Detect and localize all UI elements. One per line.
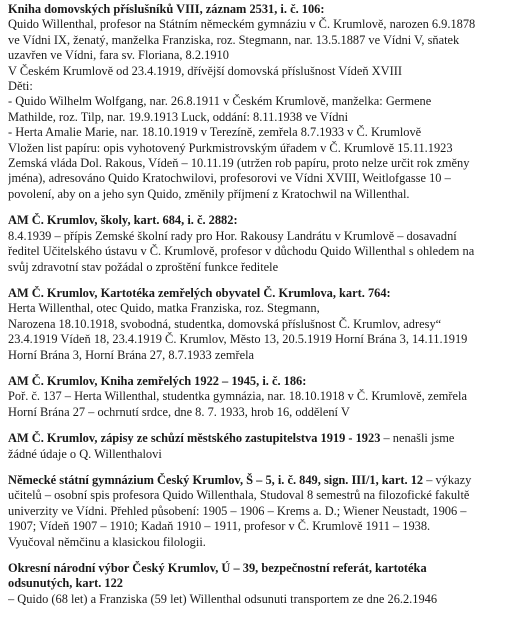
text-line: žádné údaje o Q. Willenthalovi [8, 446, 162, 461]
section-heading: AM Č. Krumlov, zápisy ze schůzí městského zastupitelstva 1919 - 1923 [8, 431, 381, 446]
section-zastupitelstvo [8, 431, 512, 462]
text-line: Mathilde, roz. Tilp, nar. 19.9.1913 Luck, oddání: 8.11.1938 ve Vídni [8, 109, 349, 124]
section-gymnazium [8, 473, 512, 550]
text-line: Horní Brána 3, Horní Brána 27, 8.7.1933 zemřela [8, 347, 255, 362]
section-skoly [8, 213, 512, 275]
text-line: Poř. č. 137 – Herta Willenthal, studentka gymnázia, nar. 18.10.1918 v Č. Krumlově, zemřela [8, 389, 467, 404]
text-line: – Quido (68 let) a Franziska (59 let) Willenthal odsunuti transportem ze dne 26.2.1946 [8, 591, 438, 606]
text-line: uzavřen ve Vídni, fara sv. Floriana, 8.2.1910 [8, 48, 229, 63]
section-domovska-kniha [8, 2, 512, 202]
text-line: 1907; Vídeň 1907 – 1910; Kadaň 1910 – 1911, profesor v Č. Krumlově 1911 – 1938. [8, 519, 431, 534]
section-onv-odsun [8, 561, 512, 607]
text-line: - Herta Amalie Marie, nar. 18.10.1919 v Terezíně, zemřela 8.7.1933 v Č. Krumlově [8, 125, 422, 140]
text-line: povolení, aby on a jeho syn Quido, změnily příjmení z Kratochwil na Willenthal. [8, 186, 410, 201]
section-heading-row [8, 431, 512, 446]
section-heading-row [8, 473, 512, 488]
text-line: Herta Willenthal, otec Quido, matka Franziska, roz. Stegmann, [8, 301, 320, 316]
text-line: - Quido Wilhelm Wolfgang, nar. 26.8.1911 v Českém Krumlově, manželka: Germene [8, 94, 432, 109]
section-heading: Německé státní gymnázium Český Krumlov, Š – 5, i. č. 849, sign. III/1, kart. 12 [8, 472, 424, 487]
text-line: Vyučoval němčinu a klasickou filologii. [8, 534, 206, 549]
section-heading: Okresní národní výbor Český Krumlov, Ú – 39, bezpečnostní referát, kartotéka [8, 561, 427, 575]
text-line: Vložen list papíru: opis vyhotovený Purkmistrovským úřadem v Č. Krumlově 15.11.1923 [8, 140, 453, 155]
section-heading: odsunutých, kart. 122 [8, 576, 123, 591]
text-line: ve Vídni IX, ženatý, manželka Franziska, roz. Stegmann, nar. 13.5.1887 ve Vídni V, sňatek [8, 32, 460, 47]
text-line: učitelů – osobní spis profesora Quido Willenthala, Studoval 8 semestrů na filozofické fakultě [8, 488, 470, 503]
text-line: svůj zdravotní stav požádal o zproštění funkce ředitele [8, 259, 279, 274]
text-line: Quido Willenthal, profesor na Státním německém gymnáziu v Č. Krumlově, narozen 6.9.1878 [8, 17, 476, 32]
text-line: Horní Brána 27 – ochrnutí srdce, dne 8. 7. 1933, hrob 16, oddělení V [8, 404, 350, 419]
text-line: Narozena 18.10.1918, svobodná, studentka, domovská příslušnost Č. Krumlov, adresy“ [8, 316, 442, 331]
section-kniha-zemrelych [8, 374, 512, 420]
section-heading: AM Č. Krumlov, Kniha zemřelých 1922 – 1945, i. č. 186: [8, 373, 307, 388]
text-line: Zemská vláda Dol. Rakous, Vídeň – 10.11.19 (utržen rob papíru, proto nelze určit rok změny [8, 156, 470, 171]
text-line: Děti: [8, 79, 33, 94]
text-line: ředitel Učitelského ústavu v Č. Krumlově, profesor v důchodu Quido Willenthal s ohledem na [8, 244, 475, 259]
section-heading: Kniha domovských příslušníků VIII, záznam 2531, i. č. 106: [8, 2, 325, 16]
text-line: 8.4.1939 – přípis Zemské školní rady pro Hor. Rakousy Landrátu v Krumlově – dosavadní [8, 228, 457, 243]
section-heading: AM Č. Krumlov, Kartotéka zemřelých obyvatel Č. Krumlova, kart. 764: [8, 285, 391, 300]
section-heading: AM Č. Krumlov, školy, kart. 684, i. č. 2882: [8, 213, 238, 228]
text-line: univerzity ve Vídni. Přehled působení: 1905 – 1906 – Krems a. D.; Wiener Neustadt, 1906 – [8, 503, 467, 518]
section-heading-tail: – výkazy [423, 472, 472, 487]
section-kartoteka-zemrelych [8, 286, 512, 363]
section-heading-tail: – nenašli jsme [380, 431, 455, 446]
text-line: jména), adresováno Quido Kratochwilovi, profesorovi ve Vídni XVIII, Weitlofgasse 10 – [8, 171, 451, 186]
text-line: V Českém Krumlově od 23.4.1919, dřívější domovská příslušnost Vídeň XVIII [8, 63, 402, 78]
text-line: 23.4.1919 Vídeň 18, 23.4.1919 Č. Krumlov, Město 13, 20.5.1919 Horní Brána 3, 14.11.1919 [8, 332, 468, 347]
